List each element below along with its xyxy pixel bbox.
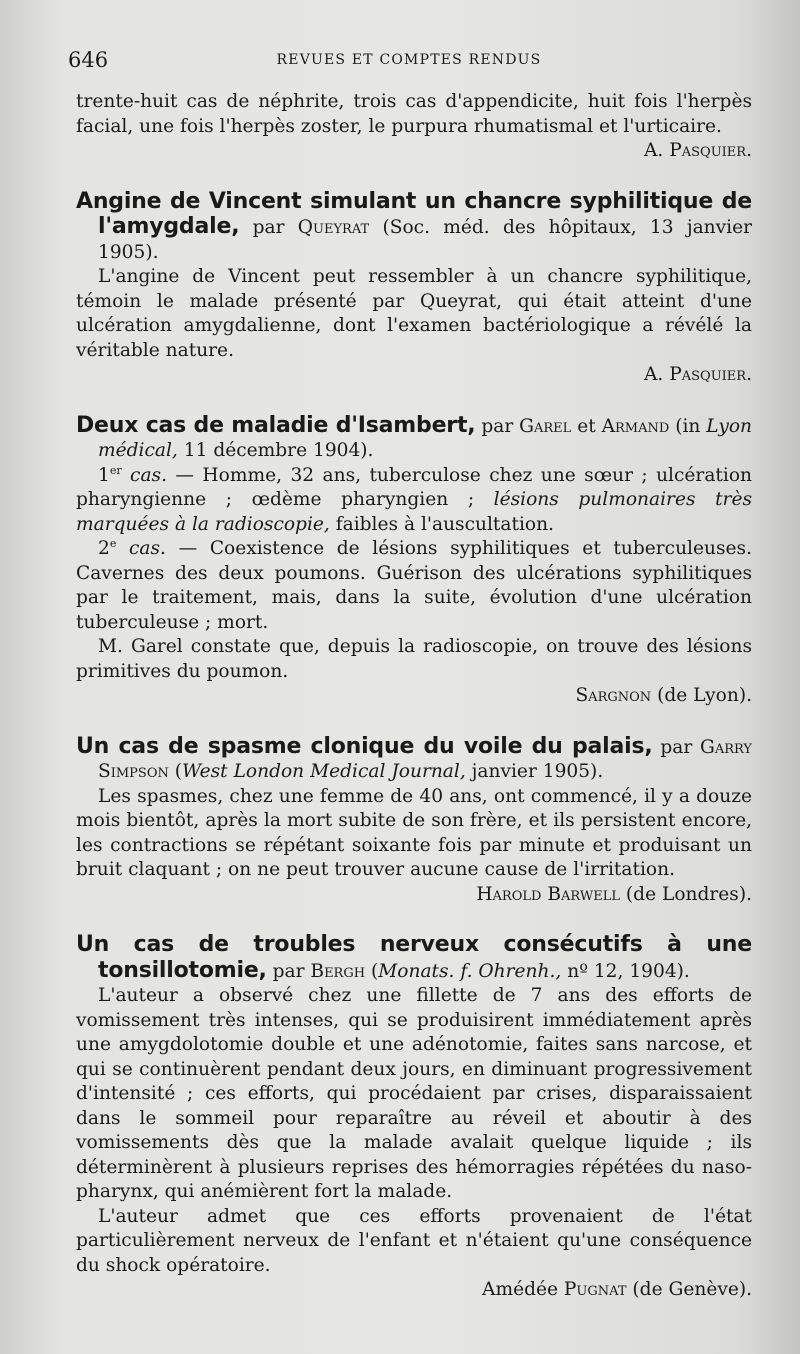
signature: A. Pasquier. bbox=[644, 364, 752, 385]
case-one: 1er cas. — Homme, 32 ans, tuberculose chez une sœur ; ulcération pharyngienne ; œdème pharyngien ; lésions pulmonaires très marquées à la radioscopie, faibles à l'auscultation. bbox=[76, 463, 752, 535]
author-name: Bergh bbox=[310, 960, 366, 982]
page-number: 646 bbox=[68, 48, 109, 72]
article-body: L'auteur a observé chez une fillette de 7 ans des efforts de vomissement très intenses, qui se produisirent immédiatement après une amygdolotomie double et une adénotomie, faites sans narcose, et qui se continuèrent pendant deux jours, en diminuant progressivement d'intensité ; ces efforts, qui procédaient par crises, disparaissaient dans le sommeil pour reparaître au réveil et aboutir à des vomissements dès que la malade avalait quelque liquide ; ils déterminèrent à plusieurs reprises des hémorragies répétées du naso-pharynx, qui anémièrent fort la malade. bbox=[76, 985, 752, 1202]
signature: Sargnon (de Lyon). bbox=[575, 685, 752, 706]
article-heading: Deux cas de maladie d'Isambert, par Garel et Armand (in Lyon médical, 11 décembre 1904). bbox=[76, 412, 752, 461]
journal-name: West London Medical Journal, bbox=[182, 761, 466, 782]
article-title: Angine de Vincent simulant un chancre syphilitique de l'amygdale, bbox=[76, 188, 752, 239]
page-body bbox=[76, 90, 752, 1303]
article-heading: Angine de Vincent simulant un chancre syphilitique de l'amygdale, par Queyrat (Soc. méd. des hôpitaux, 13 janvier 1905). bbox=[76, 188, 752, 263]
signature: Harold Barwell (de Londres). bbox=[476, 883, 752, 905]
signature: Amédée Pugnat (de Genève). bbox=[482, 1279, 752, 1300]
author-name: Garry Simpson bbox=[98, 736, 753, 782]
case-two: 2e cas. — Coexistence de lésions syphilitiques et tuberculeuses. Cavernes des deux poumons. Guérison des ulcérations syphilitiques par le traitement, mais, dans la suite, évolution d'une ulcération tuberculeuse ; mort. bbox=[76, 536, 752, 633]
article-heading: Un cas de spasme clonique du voile du palais, par Garry Simpson (West London Medical Journal, janvier 1905). bbox=[76, 733, 753, 782]
article-body: L'angine de Vincent peut ressembler à un chancre syphilitique, témoin le malade présenté par Queyrat, qui était atteint d'une ulcération amygdalienne, dont l'examen bactériologique a révélé la véritable nature. bbox=[76, 266, 752, 361]
article-isambert bbox=[76, 414, 752, 709]
author-name: Garel bbox=[519, 415, 572, 437]
continuation-paragraph: trente-huit cas de néphrite, trois cas d'appendicite, huit fois l'herpès facial, une fois l'herpès zoster, le purpura rhumatismal et l'urticaire. bbox=[76, 91, 752, 137]
article-body: Les spasmes, chez une femme de 40 ans, ont commencé, il y a douze mois bientôt, après la mort subite de son frère, et ils persistent encore, les contractions se répétant soixante fois par minute et produisant un bruit claquant ; on ne peut trouver aucune cause de l'irritation. bbox=[76, 785, 752, 880]
article-heading: Un cas de troubles nerveux consécutifs à une tonsillotomie, par Bergh (Monats. f. Ohrenh., nº 12, 1904). bbox=[76, 932, 752, 983]
author-name: Queyrat bbox=[297, 217, 370, 238]
journal-name: Lyon médical, bbox=[98, 415, 752, 461]
article-body: L'auteur admet que ces efforts provenaient de l'état particulièrement nerveux de l'enfant et n'étaient qu'une conséquence du shock opératoire. bbox=[76, 1205, 752, 1276]
article-tonsillotomie bbox=[76, 933, 752, 1303]
article-vincent bbox=[76, 190, 752, 388]
article-spasme bbox=[76, 735, 752, 908]
article-title: Deux cas de maladie d'Isambert, bbox=[76, 412, 476, 438]
page-header bbox=[68, 48, 750, 74]
journal-name: Monats. f. Ohrenh., bbox=[378, 960, 562, 982]
author-name: Armand bbox=[601, 415, 670, 437]
article-title: Un cas de spasme clonique du voile du palais, bbox=[76, 733, 653, 759]
article-title: Un cas de troubles nerveux consécutifs à une tonsillotomie, bbox=[76, 932, 752, 983]
signature: A. Pasquier. bbox=[644, 140, 752, 161]
running-title: REVUES ET COMPTES RENDUS bbox=[276, 52, 542, 68]
article-body: M. Garel constate que, depuis la radioscopie, on trouve des lésions primitives du poumon. bbox=[76, 636, 752, 682]
